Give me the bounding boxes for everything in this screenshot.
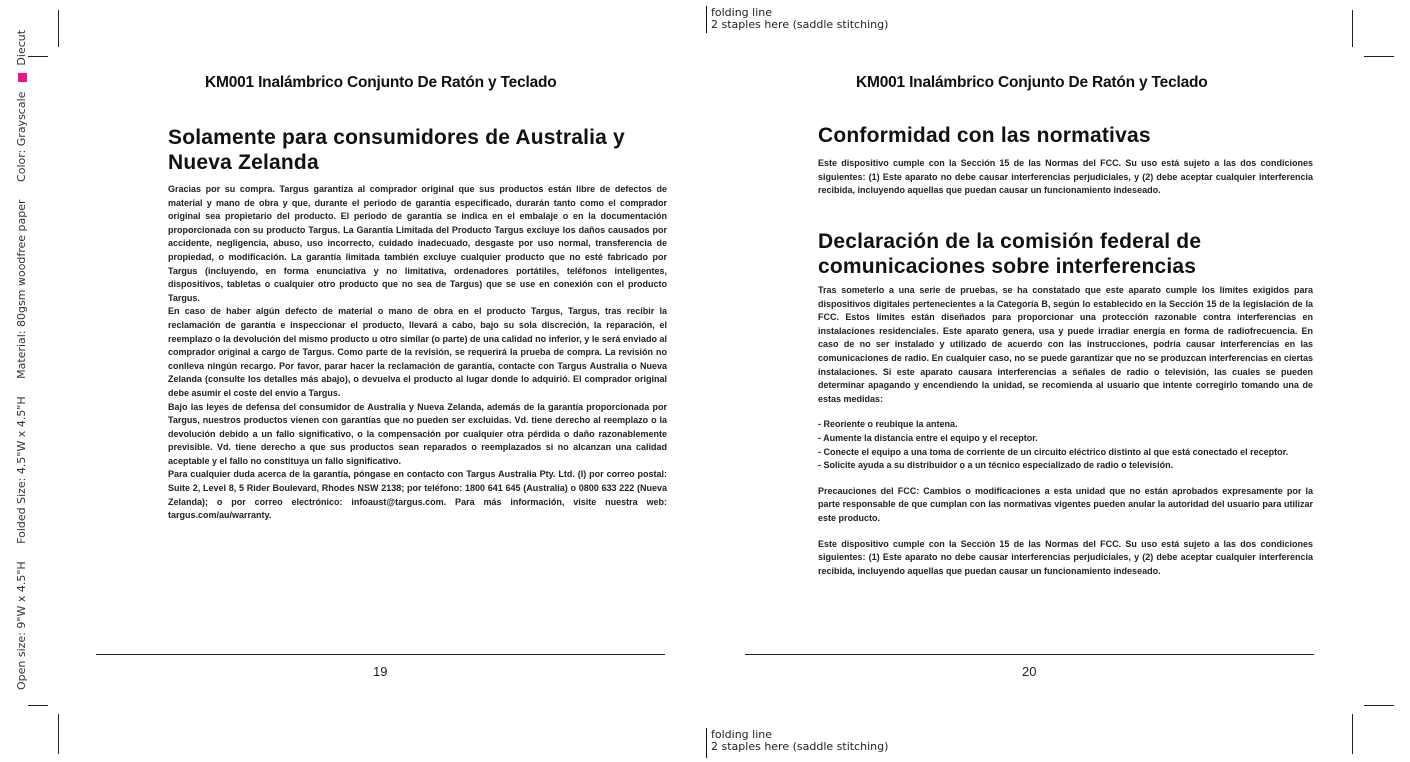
compliance-text xyxy=(818,157,1313,198)
fold-note-bottom xyxy=(711,729,888,753)
left-footer-rule xyxy=(96,654,665,655)
left-paragraph: Para cualquier duda acerca de la garantía, póngase en contacto con Targus Australia Pty. Ltd. (I) por correo postal: Suite 2, Level 8, 5 Rider Boulevard, Rhodes NSW 2138; por teléfono: 1800 641 645 (Australia) o 0800 633 222 (Nueva Zelanda); o por correo electrónico: infoaust@targus.com. Para más información, visite nuestra web: targus.com/au/warranty. xyxy=(168,469,667,521)
compliance-repeat-paragraph: Este dispositivo cumple con la Sección 15 de las Normas del FCC. Su uso está sujeto a las dos condiciones siguientes: (1) Este aparato no debe causar interferencias perjudiciales, y (2) debe aceptar cualquier interferencia recibida, incluyendo aquellas que puedan causar un funcionamiento indeseado. xyxy=(818,538,1313,576)
crop-mark-bottom-left xyxy=(58,714,59,754)
list-item: - Solicite ayuda a su distribuidor o a un técnico especializado de radio o televisión. xyxy=(818,460,1174,471)
list-item: - Conecte el equipo a una toma de corriente de un circuito eléctrico distinto al que está conectado el receptor. xyxy=(818,446,1289,457)
right-page-number: 20 xyxy=(1022,664,1037,679)
compliance-paragraph: Este dispositivo cumple con la Sección 15 de las Normas del FCC. Su uso está sujeto a las dos condiciones siguientes: (1) Este aparato no debe causar interferencias perjudiciales, y (2) debe aceptar cualquier interferencia recibida, incluyendo aquellas que puedan causar un funcionamiento indeseado. xyxy=(818,158,1313,196)
section-title-compliance: Conformidad con las normativas xyxy=(818,124,1151,147)
measures-list xyxy=(818,418,1313,472)
fcc-body xyxy=(818,284,1313,578)
fold-note-line: folding line xyxy=(711,6,772,19)
fold-note-staples: 2 staples here (saddle stitching) xyxy=(711,18,889,31)
diecut-label: Diecut xyxy=(15,29,28,66)
crop-mark-top-right xyxy=(1352,10,1353,47)
section-title-fcc: Declaración de la comisión federal de comunicaciones sobre interferencias xyxy=(818,230,1202,278)
list-item: - Reoriente o reubique la antena. xyxy=(818,419,958,430)
fold-mark-bottom xyxy=(706,728,707,758)
spec-text: Open size: 9"W x 4.5"H Folded Size: 4.5"W x 4.5"H Material: 80gsm woodfree paper Color: Grayscale xyxy=(15,91,28,690)
left-paragraph: Gracias por su compra. Targus garantiza al comprador original que sus productos están libre de defectos de material y mano de obra y que, durante el periodo de garantía especificado, durarán tanto como el comprador original sea propietario del producto. El periodo de garantía se indica en el embalaje o en la documentación proporcionada con su producto Targus. La Garantía Limitada del Producto Targus excluye los daños causados por accidente, negligencia, abuso, uso incorrecto, cuidado inadecuado, desgaste por uso normal, transferencia de propiedad, o modificación. La garantía limitada también excluye cualquier producto que no esté fabricado por Targus (incluyendo, en forma enunciativa y no limitativa, ordenadores portátiles, teléfonos inteligentes, dispositivos, tabletas o cualquier otro producto que no sea de Targus) que se use en conexión con el producto Targus. xyxy=(168,184,667,303)
crop-mark-bottom-right xyxy=(1352,714,1353,754)
crop-mark-left-top xyxy=(28,56,48,57)
left-running-head: KM001 Inalámbrico Conjunto De Ratón y Teclado xyxy=(205,74,557,91)
crop-mark-right-bottom xyxy=(1364,705,1394,706)
fcc-paragraph: Tras someterlo a una serie de pruebas, se ha constatado que este aparato cumple los límites exigidos para dispositivos digitales pertenecientes a la Categoría B, según lo establecido en la Sección 15 de la legislación de la FCC. Estos límites están diseñados para proporcionar una protección razonable contra interferencias en instalaciones residenciales. Este aparato genera, usa y puede irradiar energía en forma de radiofrecuencia. En caso de no ser instalado y utilizado de acuerdo con las instrucciones, podría causar interferencias en las comunicaciones de radio. En cualquier caso, no se puede garantizar que no se produzcan interferencias en ciertas instalaciones. Si este aparato causara interferencias a señales de radio o televisión, las cuales se pueden determinar apagando y encendiendo la unidad, se recomienda al usuario que intente corregirlo tomando una de estas medidas: xyxy=(818,285,1313,404)
left-body xyxy=(168,183,667,523)
crop-mark-left-bottom xyxy=(28,705,48,706)
list-item: - Aumente la distancia entre el equipo y el receptor. xyxy=(818,432,1038,443)
left-paragraph: En caso de haber algún defecto de material o mano de obra en el producto Targus, Targus, tras recibir la reclamación de garantía e inspeccionar el producto, llevará a cabo, bajo su sola discreción, la reparación, el reemplazo o la devolución del mismo producto u otro similar (o parte) de una calidad no inferior, y le será enviado al comprador original a cargo de Targus. Como parte de la revisión, se requerirá la prueba de compra. La revisión no conlleva ningún recargo. Por favor, parar hacer la reclamación de garantía, contacte con Targus Australia o Nueva Zelanda (consulte los detalles más abajo), o devuelva el producto al lugar donde lo adquirió. El comprador original debe asumir el coste del envío a Targus. xyxy=(168,306,667,398)
fold-note-staples: 2 staples here (saddle stitching) xyxy=(711,740,889,753)
fold-note-line: folding line xyxy=(711,728,772,741)
fold-note-top xyxy=(711,7,888,31)
diecut-swatch xyxy=(18,73,27,82)
left-page-number: 19 xyxy=(373,664,388,679)
left-page-title: Solamente para consumidores de Australia y Nueva Zelanda xyxy=(168,126,625,174)
left-paragraph: Bajo las leyes de defensa del consumidor de Australia y Nueva Zelanda, además de la garantía proporcionada por Targus, nuestros productos vienen con garantías que no pueden ser excluidas. Vd. tiene derecho al reemplazo o la devolución debido a un fallo significativo, o la compensación por cualquier otra pérdida o daño razonablemente previsible. Vd. tiene derecho a que sus productos sean reparados o reemplazados si no alcanzan una calidad aceptable y el fallo no constituya un fallo significativo. xyxy=(168,401,667,466)
crop-mark-top-left xyxy=(58,10,59,47)
right-running-head: KM001 Inalámbrico Conjunto De Ratón y Teclado xyxy=(856,74,1208,91)
precautions-paragraph: Precauciones del FCC: Cambios o modificaciones a esta unidad que no están aprobados expresamente por la parte responsable de que cumplan con las normativas vigentes pueden anular la autoridad del usuario para utilizar este producto. xyxy=(818,485,1313,523)
fold-mark-top xyxy=(706,6,707,33)
spec-label xyxy=(15,30,28,690)
right-footer-rule xyxy=(745,654,1314,655)
crop-mark-right-top xyxy=(1364,56,1394,57)
